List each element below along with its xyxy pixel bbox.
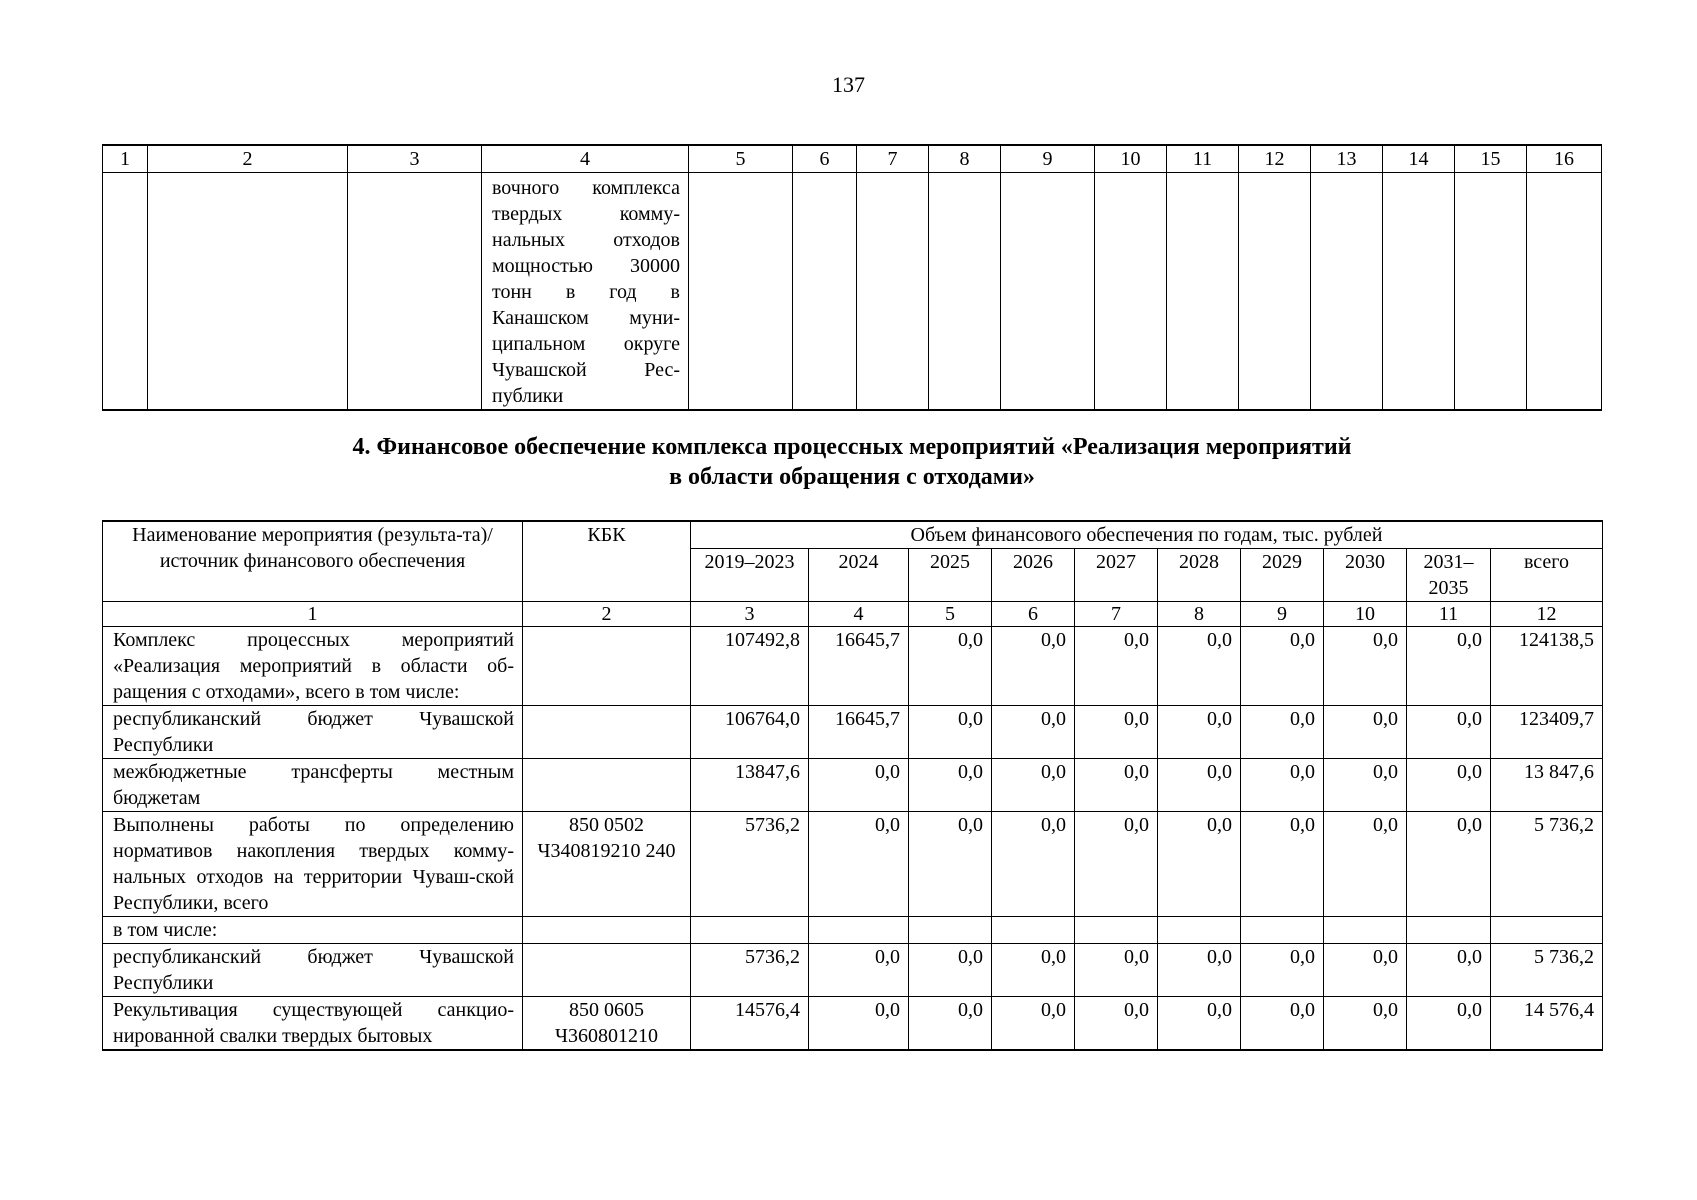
header-year: 2030 <box>1324 549 1407 602</box>
table-row <box>103 997 1603 1051</box>
value-cell: 0,0 <box>809 997 909 1051</box>
header-year: 2031–2035 <box>1407 549 1491 602</box>
table-header-row <box>103 521 1603 549</box>
value-cell: 5736,2 <box>691 812 809 917</box>
value-cell: 0,0 <box>909 627 992 706</box>
header-year: 2026 <box>992 549 1075 602</box>
value-cell: 0,0 <box>1324 706 1407 759</box>
value-cell: 0,0 <box>1407 812 1491 917</box>
value-cell: 0,0 <box>1407 706 1491 759</box>
empty-cell <box>348 173 482 411</box>
column-number: 9 <box>1001 145 1095 173</box>
column-number: 7 <box>1075 602 1158 627</box>
column-number: 1 <box>103 602 523 627</box>
value-cell: 0,0 <box>992 812 1075 917</box>
empty-cell <box>1383 173 1455 411</box>
column-number: 11 <box>1407 602 1491 627</box>
header-year: 2029 <box>1241 549 1324 602</box>
value-cell: 0,0 <box>1407 627 1491 706</box>
value-cell: 0,0 <box>992 706 1075 759</box>
row-kbk <box>523 627 691 706</box>
row-kbk <box>523 944 691 997</box>
column-number-row <box>103 145 1602 173</box>
value-cell: 0,0 <box>1158 812 1241 917</box>
column-number: 5 <box>689 145 793 173</box>
value-cell: 0,0 <box>1158 706 1241 759</box>
value-cell <box>909 917 992 944</box>
empty-cell <box>103 173 148 411</box>
header-year: 2027 <box>1075 549 1158 602</box>
column-number: 2 <box>148 145 348 173</box>
value-cell: 0,0 <box>1324 759 1407 812</box>
page-number: 137 <box>832 72 865 97</box>
header-name: Наименование мероприятия (результа-та)/источник финансового обеспечения <box>103 521 523 602</box>
value-cell: 0,0 <box>809 944 909 997</box>
table-row <box>103 917 1603 944</box>
table-row <box>103 812 1603 917</box>
empty-cell <box>929 173 1001 411</box>
section-title-line: в области обращения с отходами» <box>669 464 1035 490</box>
header-total: всего <box>1491 549 1603 602</box>
table-row <box>103 944 1603 997</box>
value-cell: 0,0 <box>809 759 909 812</box>
value-cell <box>809 917 909 944</box>
column-number: 10 <box>1095 145 1167 173</box>
value-cell <box>691 917 809 944</box>
value-cell: 14576,4 <box>691 997 809 1051</box>
value-cell: 0,0 <box>992 997 1075 1051</box>
value-cell: 5736,2 <box>691 944 809 997</box>
row-kbk <box>523 917 691 944</box>
row-name: Комплекс процессных мероприятий «Реализация мероприятий в области об-ращения с отходами», всего в том числе: <box>103 627 523 706</box>
column-number: 16 <box>1527 145 1602 173</box>
column-number: 1 <box>103 145 148 173</box>
value-cell: 0,0 <box>1075 759 1158 812</box>
row-name: в том числе: <box>103 917 523 944</box>
table-row <box>103 173 1602 411</box>
column-number: 12 <box>1239 145 1311 173</box>
value-cell: 0,0 <box>909 944 992 997</box>
empty-cell <box>857 173 929 411</box>
value-cell <box>1491 917 1603 944</box>
empty-cell <box>1167 173 1239 411</box>
empty-cell <box>689 173 793 411</box>
header-year: 2025 <box>909 549 992 602</box>
value-cell: 107492,8 <box>691 627 809 706</box>
header-year: 2028 <box>1158 549 1241 602</box>
column-number: 9 <box>1241 602 1324 627</box>
value-cell: 0,0 <box>1241 997 1324 1051</box>
row-name: Выполнены работы по определению нормативов накопления твердых комму-нальных отходов на территории Чуваш-ской Республики, всего <box>103 812 523 917</box>
column-number: 5 <box>909 602 992 627</box>
value-cell: 0,0 <box>1075 997 1158 1051</box>
empty-cell <box>1455 173 1527 411</box>
value-cell: 0,0 <box>1324 812 1407 917</box>
value-cell: 0,0 <box>1241 759 1324 812</box>
value-cell: 0,0 <box>1241 812 1324 917</box>
value-cell <box>1241 917 1324 944</box>
value-cell: 0,0 <box>909 997 992 1051</box>
empty-cell <box>1095 173 1167 411</box>
header-year: 2019–2023 <box>691 549 809 602</box>
empty-cell <box>1527 173 1602 411</box>
value-cell: 0,0 <box>1324 944 1407 997</box>
value-cell: 0,0 <box>1241 706 1324 759</box>
row-name: республиканский бюджет Чувашской Республики <box>103 944 523 997</box>
column-number: 8 <box>1158 602 1241 627</box>
table-row <box>103 759 1603 812</box>
row-kbk: 850 0502 Ч340819210 240 <box>523 812 691 917</box>
column-number: 12 <box>1491 602 1603 627</box>
value-cell: 0,0 <box>1241 627 1324 706</box>
value-cell <box>1407 917 1491 944</box>
table-row <box>103 627 1603 706</box>
value-cell: 16645,7 <box>809 627 909 706</box>
value-cell: 0,0 <box>992 944 1075 997</box>
column-number: 3 <box>348 145 482 173</box>
description-cell: вочного комплекса твердых комму-нальных отходов мощностью 30000 тонн в год в Канашском муни-ципальном округе Чувашской Рес-публики <box>482 173 689 411</box>
financing-table <box>102 520 1603 1051</box>
column-number: 6 <box>992 602 1075 627</box>
column-number: 15 <box>1455 145 1527 173</box>
column-number: 7 <box>857 145 929 173</box>
empty-cell <box>1001 173 1095 411</box>
value-cell: 0,0 <box>1075 812 1158 917</box>
value-cell: 0,0 <box>1158 997 1241 1051</box>
column-number: 4 <box>809 602 909 627</box>
column-number: 3 <box>691 602 809 627</box>
value-cell: 0,0 <box>992 627 1075 706</box>
value-cell: 123409,7 <box>1491 706 1603 759</box>
header-kbk: КБК <box>523 521 691 602</box>
value-cell: 0,0 <box>809 812 909 917</box>
value-cell: 0,0 <box>992 759 1075 812</box>
value-cell: 0,0 <box>1075 627 1158 706</box>
row-kbk: 850 0605 Ч360801210 <box>523 997 691 1051</box>
value-cell: 0,0 <box>909 706 992 759</box>
value-cell: 0,0 <box>1407 759 1491 812</box>
value-cell: 0,0 <box>1324 997 1407 1051</box>
value-cell: 0,0 <box>909 812 992 917</box>
value-cell: 5 736,2 <box>1491 944 1603 997</box>
row-kbk <box>523 759 691 812</box>
header-year: 2024 <box>809 549 909 602</box>
section-title-line: 4. Финансовое обеспечение комплекса процессных мероприятий «Реализация мероприятий <box>352 434 1352 460</box>
value-cell: 13847,6 <box>691 759 809 812</box>
table-row <box>103 706 1603 759</box>
row-kbk <box>523 706 691 759</box>
row-name: межбюджетные трансферты местным бюджетам <box>103 759 523 812</box>
column-number-row <box>103 602 1603 627</box>
value-cell: 0,0 <box>1241 944 1324 997</box>
column-number: 4 <box>482 145 689 173</box>
value-cell <box>1075 917 1158 944</box>
value-cell: 0,0 <box>1075 706 1158 759</box>
empty-cell <box>1311 173 1383 411</box>
value-cell: 106764,0 <box>691 706 809 759</box>
value-cell: 0,0 <box>1407 997 1491 1051</box>
column-number: 6 <box>793 145 857 173</box>
section-title <box>102 432 1602 492</box>
value-cell: 14 576,4 <box>1491 997 1603 1051</box>
value-cell <box>1324 917 1407 944</box>
column-number: 2 <box>523 602 691 627</box>
value-cell: 0,0 <box>1407 944 1491 997</box>
value-cell: 0,0 <box>1075 944 1158 997</box>
row-name: республиканский бюджет Чувашской Республики <box>103 706 523 759</box>
continuation-table <box>102 144 1602 411</box>
value-cell <box>992 917 1075 944</box>
value-cell: 16645,7 <box>809 706 909 759</box>
value-cell: 5 736,2 <box>1491 812 1603 917</box>
header-volume: Объем финансового обеспечения по годам, тыс. рублей <box>691 521 1603 549</box>
value-cell: 0,0 <box>1158 759 1241 812</box>
value-cell <box>1158 917 1241 944</box>
column-number: 14 <box>1383 145 1455 173</box>
empty-cell <box>1239 173 1311 411</box>
value-cell: 124138,5 <box>1491 627 1603 706</box>
row-name: Рекультивация существующей санкцио-нированной свалки твердых бытовых <box>103 997 523 1051</box>
column-number: 10 <box>1324 602 1407 627</box>
value-cell: 13 847,6 <box>1491 759 1603 812</box>
value-cell: 0,0 <box>1158 627 1241 706</box>
value-cell: 0,0 <box>1158 944 1241 997</box>
column-number: 13 <box>1311 145 1383 173</box>
value-cell: 0,0 <box>1324 627 1407 706</box>
empty-cell <box>148 173 348 411</box>
value-cell: 0,0 <box>909 759 992 812</box>
empty-cell <box>793 173 857 411</box>
column-number: 8 <box>929 145 1001 173</box>
column-number: 11 <box>1167 145 1239 173</box>
